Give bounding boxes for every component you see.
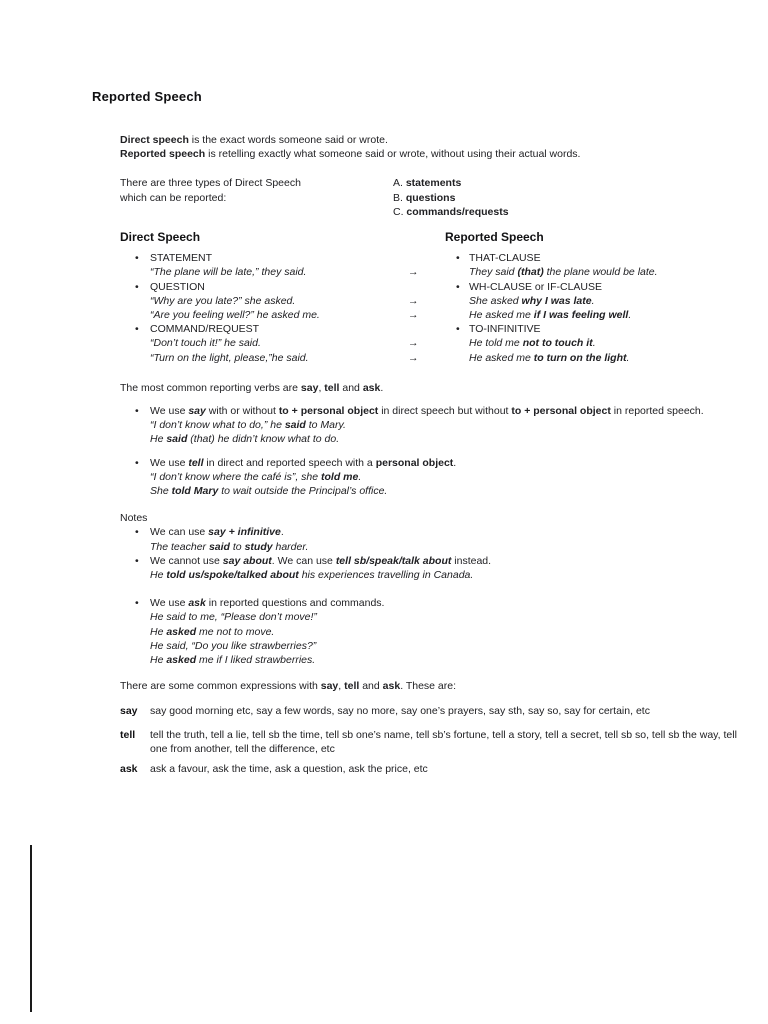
- expression-definition: tell the truth, tell a lie, tell sb the time, tell sb one’s name, tell sb’s fortune, tell a story, tell a secret, tell sb so, tell sb the way, tell one from another, tell the difference, etc: [150, 728, 737, 755]
- comparison-row: [120, 322, 754, 336]
- direct-example: “The plane will be late,” they said.: [150, 266, 307, 279]
- comparison-row: [120, 336, 754, 350]
- notes-heading: Notes: [120, 512, 148, 525]
- direct-label-command: • COMMAND/REQUEST: [120, 322, 408, 336]
- arrow-right-icon: →: [408, 266, 419, 279]
- expression-row-ask: [120, 762, 754, 776]
- expression-definition: say good morning etc, say a few words, say no more, say one’s prayers, say sth, say so, say for certain, etc: [150, 704, 650, 717]
- types-item-statements: A. statements: [393, 177, 462, 190]
- direct-example: “Turn on the light, please,”he said.: [150, 351, 309, 364]
- tell-note-head: • We use tell in direct and reported speech with a personal object.: [120, 456, 754, 470]
- tell-note-example: She told Mary to wait outside the Principal’s office.: [150, 485, 388, 498]
- types-lead-line1: There are three types of Direct Speech: [120, 177, 301, 190]
- note-example: He asked me not to move.: [150, 625, 275, 638]
- comparison-section: [120, 230, 754, 365]
- reported-example: He asked me if I was feeling well.: [469, 309, 632, 322]
- types-lead: [120, 176, 393, 219]
- note-example: He said to me, “Please don’t move!”: [150, 611, 317, 624]
- reported-speech-header: Reported Speech: [445, 230, 544, 245]
- arrow-right-icon: →: [408, 337, 419, 350]
- tell-note: [120, 456, 754, 499]
- comparison-row: [120, 294, 754, 308]
- say-note: [120, 404, 754, 447]
- direct-label-statement: • STATEMENT: [120, 251, 408, 265]
- arrow-cell: [408, 280, 445, 294]
- expression-row-say: [120, 704, 754, 718]
- tell-note-example: “I don’t know where the café is”, she told me.: [150, 470, 362, 483]
- types-item-commands: C. commands/requests: [393, 205, 509, 218]
- arrow-cell: [408, 251, 445, 265]
- note-head: • We can use say + infinitive.: [120, 525, 754, 539]
- comparison-row: [120, 280, 754, 294]
- types-list: [393, 176, 509, 219]
- reported-label-to-infinitive: • TO-INFINITIVE: [445, 322, 754, 336]
- comparison-row: [120, 351, 754, 365]
- document-content: [120, 133, 754, 776]
- comparison-row: [120, 265, 754, 279]
- intro-line-direct: Direct speech is the exact words someone said or wrote.: [120, 134, 388, 146]
- intro-paragraph: [120, 133, 754, 161]
- direct-speech-header: Direct Speech: [120, 230, 201, 245]
- note-example: He told us/spoke/talked about his experiences travelling in Canada.: [150, 569, 474, 582]
- note-ask: [120, 596, 754, 667]
- comparison-headers: [120, 230, 754, 244]
- intro-line-reported: Reported speech is retelling exactly what someone said or wrote, without using their actual words.: [120, 148, 581, 161]
- reported-example: He told me not to touch it.: [469, 337, 596, 350]
- direct-example: “Are you feeling well?” he asked me.: [150, 309, 320, 322]
- arrow-right-icon: →: [408, 351, 419, 364]
- say-note-example: He said (that) he didn’t know what to do.: [150, 433, 340, 446]
- expression-term: ask: [120, 763, 138, 776]
- note-example: He said, “Do you like strawberries?”: [150, 639, 317, 652]
- types-lead-line2: which can be reported:: [120, 191, 227, 204]
- note-head: • We cannot use say about. We can use tell sb/speak/talk about instead.: [120, 554, 754, 568]
- scan-artifact-line: [30, 845, 32, 1012]
- note-head: • We use ask in reported questions and commands.: [120, 596, 754, 610]
- note-say-infinitive: [120, 525, 754, 553]
- say-note-example: “I don’t know what to do,” he said to Mary.: [150, 419, 346, 432]
- reported-label-that-clause: • THAT-CLAUSE: [445, 251, 754, 265]
- expression-term: tell: [120, 728, 136, 741]
- direct-example: “Don’t touch it!” he said.: [150, 337, 261, 350]
- direct-label-question: • QUESTION: [120, 280, 408, 294]
- types-section: [120, 176, 754, 219]
- types-item-questions: B. questions: [393, 191, 456, 204]
- expression-term: say: [120, 704, 138, 717]
- reported-example: He asked me to turn on the light.: [469, 351, 630, 364]
- note-example: The teacher said to study harder.: [150, 540, 309, 553]
- comparison-row: [120, 308, 754, 322]
- reported-label-wh-clause: • WH-CLAUSE or IF-CLAUSE: [445, 280, 754, 294]
- say-note-head: • We use say with or without to + personal object in direct speech but without to + personal object in reported speech.: [120, 404, 754, 418]
- reported-example: She asked why I was late.: [469, 294, 595, 307]
- expression-definition: ask a favour, ask the time, ask a question, ask the price, etc: [150, 763, 428, 776]
- arrow-right-icon: →: [408, 294, 419, 307]
- expressions-lead: There are some common expressions with say, tell and ask. These are:: [120, 680, 457, 693]
- note-say-about: [120, 554, 754, 582]
- arrow-right-icon: →: [408, 309, 419, 322]
- reporting-verbs-paragraph: The most common reporting verbs are say, tell and ask.: [120, 381, 384, 394]
- comparison-row: [120, 251, 754, 265]
- page-title: Reported Speech: [92, 89, 202, 104]
- direct-example: “Why are you late?” she asked.: [150, 294, 296, 307]
- reported-example: They said (that) the plane would be late.: [469, 266, 658, 279]
- note-example: He asked me if I liked strawberries.: [150, 654, 316, 667]
- arrow-cell: [408, 322, 445, 336]
- expression-row-tell: [120, 728, 754, 756]
